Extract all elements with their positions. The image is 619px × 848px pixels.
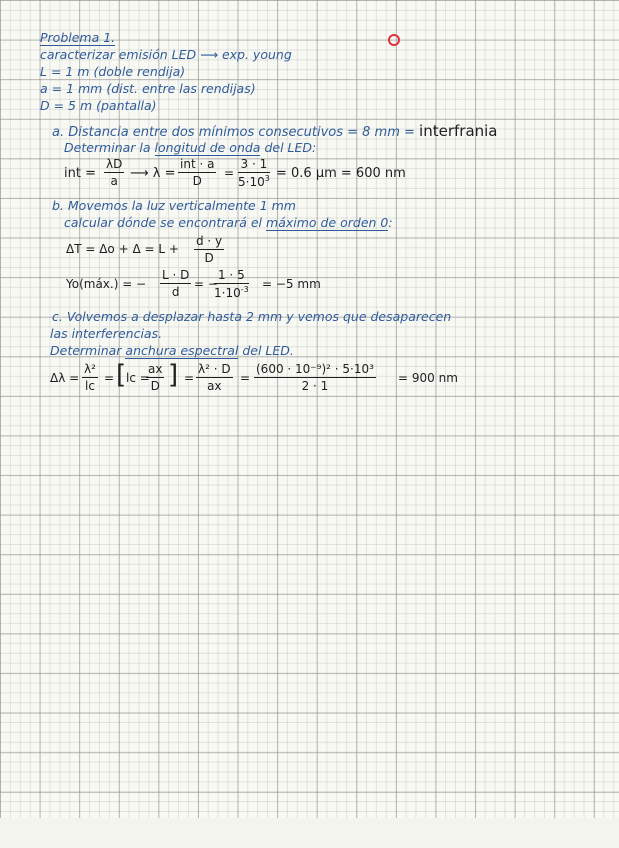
problem-title: Problema 1. <box>40 30 116 45</box>
part-a-statement: a. Distancia entre dos mínimos consecutivos = 8 mm = interfrania <box>52 122 498 140</box>
delta-lambda-lhs: Δλ = <box>50 371 80 385</box>
eq2-mid: = − <box>194 277 218 291</box>
part-b-result: = −5 mm <box>262 277 321 291</box>
spectral-width-underlined: anchura espectral <box>125 343 239 358</box>
equals-c: = <box>240 371 251 385</box>
equals-sign: = <box>224 166 235 180</box>
eq1-lhs: ΔT = Δo + Δ = L + <box>66 242 179 256</box>
intro-line-1: caracterizar emisión LED ⟶ exp. young <box>40 47 292 62</box>
red-circle-mark <box>388 34 400 46</box>
fraction-ax-over-d: $\frac{ax}{D}$ <box>148 362 163 393</box>
part-c-result: = 900 nm <box>398 371 458 385</box>
bracket-close: ] <box>168 360 179 390</box>
intro-line-2: L = 1 m (doble rendija) <box>40 64 186 79</box>
max-order-underlined: máximo de orden 0 <box>266 215 389 230</box>
fraction-int-a-over-d: int · a D <box>180 157 215 188</box>
part-c-line-2: las interferencias. <box>50 326 163 341</box>
fraction-lambda2-over-lc: $\frac{\text{λ²}}{lc}$ <box>84 362 96 393</box>
bracket-open: [ <box>116 360 127 390</box>
part-a-task: Determinar la longitud de onda del LED: <box>64 140 317 155</box>
page-footer-strip <box>0 818 619 848</box>
part-b-line-1: b. Movemos la luz verticalmente 1 mm <box>52 198 296 213</box>
interfrania-term: interfrania <box>419 122 498 140</box>
intro-line-4: D = 5 m (pantalla) <box>40 98 157 113</box>
intro-line-3: a = 1 mm (dist. entre las rendijas) <box>40 81 256 96</box>
fraction-lambda-d-over-a: $\frac{\lambda D}{a}$ <box>106 157 123 188</box>
part-b-line-2: calcular dónde se encontrará el máximo de orden 0: <box>64 215 393 230</box>
equals-a: = <box>104 371 115 385</box>
equals-b: = <box>184 371 195 385</box>
fraction-numeric-c: $\frac{\text{(600 · 10⁻⁹)² · 5·10³}}{2 \cdot 1}$ <box>256 362 374 393</box>
fraction-dy-over-d: $\frac{d \cdot y}{D}$ <box>196 234 223 265</box>
part-c-line-3: Determinar anchura espectral del LED. <box>50 343 294 358</box>
eq2-lhs: Yo(máx.) = − <box>66 277 147 291</box>
fraction-ld-over-d: $\frac{L \cdot D}{d}$ <box>162 268 190 299</box>
fraction-values: $\frac{3 \cdot 1}{5\cdot 10^3}$ <box>238 157 270 189</box>
part-c-line-1: c. Volvemos a desplazar hasta 2 mm y vemos que desaparecen <box>52 309 452 324</box>
wavelength-underlined: longitud de onda <box>154 140 261 155</box>
lc-equals: lc = <box>126 371 150 385</box>
fraction-lambda2d-over-ax: $\frac{\text{λ² · D}}{ax}$ <box>198 362 231 393</box>
fraction-values-b: $\frac{1 \cdot 5}{1\cdot 10^{-3}}$ <box>214 268 249 300</box>
arrow-lambda: ⟶ λ = <box>130 166 176 181</box>
int-lhs: int = <box>64 166 96 181</box>
part-a-result: = 0.6 μm = 600 nm <box>276 166 406 181</box>
